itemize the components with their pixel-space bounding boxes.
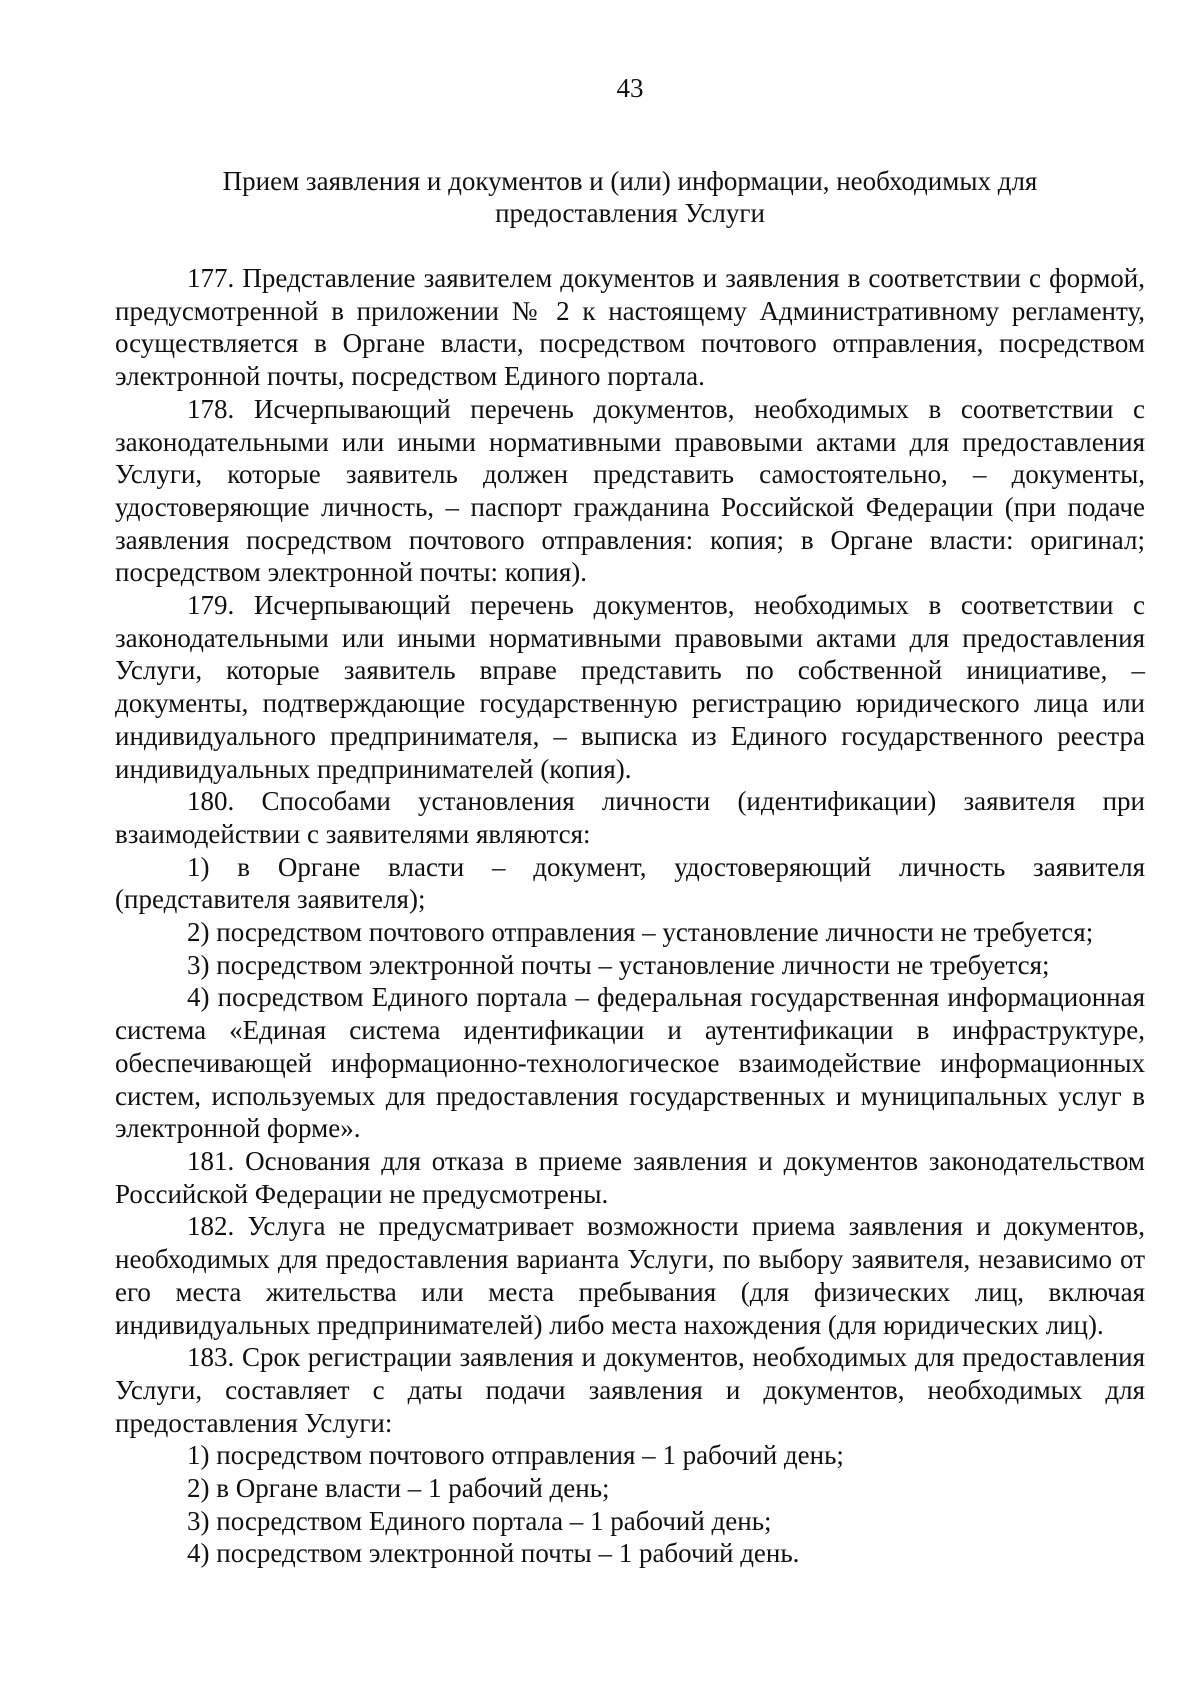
document-body (115, 262, 1145, 1570)
list-item-183-3: 3) посредством Единого портала – 1 рабочий день; (187, 1505, 772, 1536)
paragraph-183: 183. Срок регистрации заявления и документов, необходимых для предоставления Услуги, составляет с даты подачи заявления и документов, необходимых для предоставления Услуги: (115, 1342, 1145, 1438)
paragraph-181: 181. Основания для отказа в приеме заявления и документов законодательством Российской Федерации не предусмотрены. (115, 1145, 1145, 1209)
paragraph-177: 177. Представление заявителем документов и заявления в соответствии с формой, предусмотренной в приложении № 2 к настоящему Административному регламенту, осуществляется в Органе власти, посредством почтового отправления, посредством электронной почты, посредством Единого портала. (115, 263, 1145, 392)
section-heading-line-1: Прием заявления и документов и (или) информации, необходимых для (222, 166, 1038, 196)
list-item-180-1: 1) в Органе власти – документ, удостоверяющий личность заявителя (представителя заявителя); (115, 851, 1145, 915)
page-number: 43 (616, 73, 644, 103)
list-item-180-4: 4) посредством Единого портала – федеральная государственная информационная система «Единая система идентификации и аутентификации в инфраструктуре, обеспечивающей информационно-технологическое взаимодействие информационных систем, используемых для предоставления государственных и муниципальных услуг в электронной форме». (115, 982, 1145, 1144)
list-item-180-3: 3) посредством электронной почты – установление личности не требуется; (187, 949, 1050, 980)
list-item-183-1: 1) посредством почтового отправления – 1 рабочий день; (187, 1440, 844, 1471)
section-heading-line-2: предоставления Услуги (495, 198, 765, 228)
list-item-180-2: 2) посредством почтового отправления – установление личности не требуется; (187, 917, 1094, 948)
list-item-183-2: 2) в Органе власти – 1 рабочий день; (187, 1473, 610, 1504)
list-item-183-4: 4) посредством электронной почты – 1 рабочий день. (187, 1538, 800, 1569)
paragraph-182: 182. Услуга не предусматривает возможности приема заявления и документов, необходимых для предоставления варианта Услуги, по выбору заявителя, независимо от его места жительства или места пребывания (для физических лиц, включая индивидуальных предпринимателей) либо места нахождения (для юридических лиц). (115, 1211, 1145, 1340)
paragraph-178: 178. Исчерпывающий перечень документов, необходимых в соответствии с законодательными или иными нормативными правовыми актами для предоставления Услуги, которые заявитель должен представить самостоятельно, – документы, удостоверяющие личность, – паспорт гражданина Российской Федерации (при подаче заявления посредством почтового отправления: копия; в Органе власти: оригинал; посредством электронной почты: копия). (115, 393, 1145, 588)
paragraph-179: 179. Исчерпывающий перечень документов, необходимых в соответствии с законодательными или иными нормативными правовыми актами для предоставления Услуги, которые заявитель вправе представить по собственной инициативе, – документы, подтверждающие государственную регистрацию юридического лица или индивидуального предпринимателя, – выписка из Единого государственного реестра индивидуальных предпринимателей (копия). (115, 590, 1145, 784)
section-heading (180, 165, 1080, 229)
paragraph-180: 180. Способами установления личности (идентификации) заявителя при взаимодействии с заявителями являются: (115, 786, 1145, 849)
